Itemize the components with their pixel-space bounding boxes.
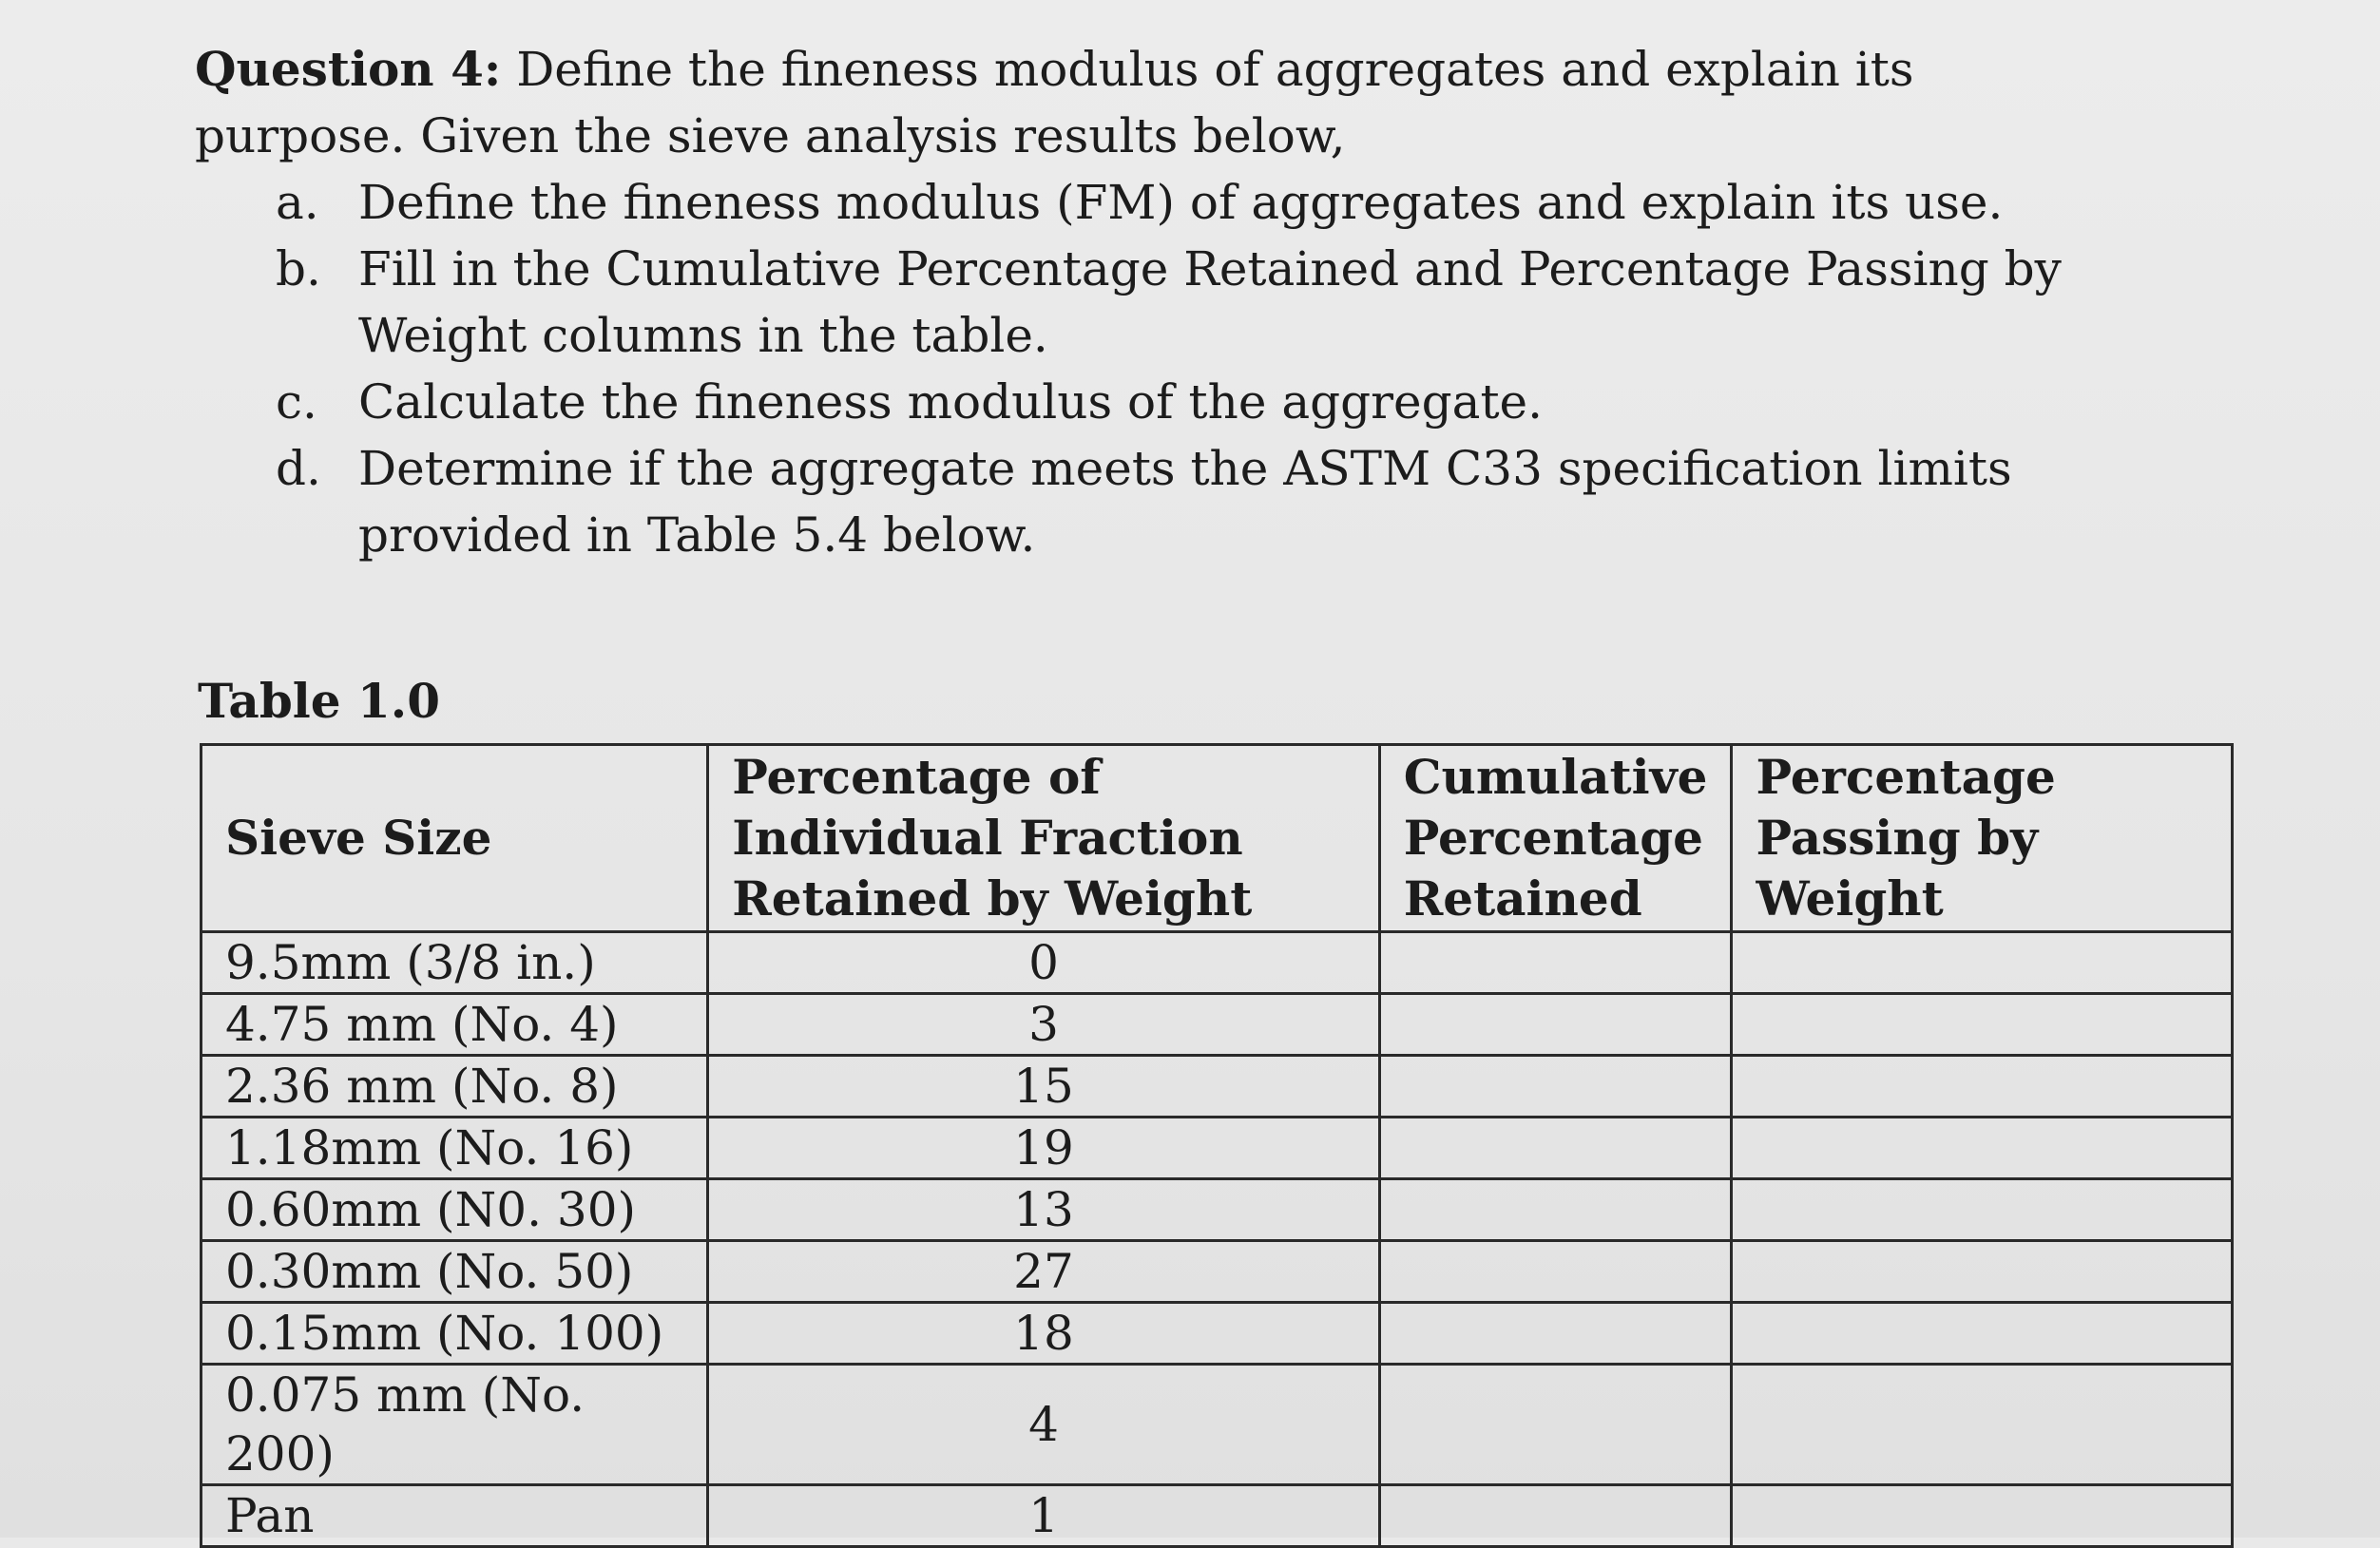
cumulative-cell bbox=[1379, 932, 1732, 994]
retained-cell: 18 bbox=[708, 1303, 1379, 1365]
table-row bbox=[202, 1118, 2233, 1179]
retained-cell: 0 bbox=[708, 932, 1379, 994]
passing-cell bbox=[1732, 1365, 2233, 1485]
passing-cell bbox=[1732, 994, 2233, 1056]
table-header-row bbox=[202, 745, 2233, 932]
question-part bbox=[195, 236, 2115, 369]
cumulative-cell bbox=[1379, 1179, 1732, 1241]
sieve-size-cell: 9.5mm (3/8 in.) bbox=[202, 932, 708, 994]
header-percent-passing: Percentage Passing by Weight bbox=[1732, 745, 2233, 932]
cumulative-cell bbox=[1379, 994, 1732, 1056]
passing-cell bbox=[1732, 932, 2233, 994]
passing-cell bbox=[1732, 1179, 2233, 1241]
passing-cell bbox=[1732, 1056, 2233, 1118]
table-row bbox=[202, 1241, 2233, 1303]
header-cumulative-retained: Cumulative Percentage Retained bbox=[1379, 745, 1732, 932]
retained-cell: 4 bbox=[708, 1365, 1379, 1485]
question-block bbox=[195, 36, 2115, 568]
passing-cell bbox=[1732, 1303, 2233, 1365]
table-row bbox=[202, 1303, 2233, 1365]
table-row bbox=[202, 994, 2233, 1056]
question-intro bbox=[195, 36, 2115, 169]
question-part bbox=[195, 435, 2115, 568]
part-text: Determine if the aggregate meets the ASTM C33 specification limits provided in Table 5.4 below. bbox=[358, 441, 2012, 563]
question-part bbox=[195, 169, 2115, 236]
cumulative-cell bbox=[1379, 1365, 1732, 1485]
retained-cell: 13 bbox=[708, 1179, 1379, 1241]
part-text: Fill in the Cumulative Percentage Retained and Percentage Passing by Weight columns in the table. bbox=[358, 241, 2062, 363]
sieve-size-cell: 0.30mm (No. 50) bbox=[202, 1241, 708, 1303]
cumulative-cell bbox=[1379, 1241, 1732, 1303]
sieve-size-cell: 0.60mm (N0. 30) bbox=[202, 1179, 708, 1241]
table-row bbox=[202, 1179, 2233, 1241]
cumulative-cell bbox=[1379, 1056, 1732, 1118]
retained-cell: 15 bbox=[708, 1056, 1379, 1118]
part-letter: b. bbox=[276, 241, 321, 296]
header-individual-retained: Percentage of Individual Fraction Retained by Weight bbox=[708, 745, 1379, 932]
question-intro-text: Define the fineness modulus of aggregates and explain its purpose. Given the sieve analysis results below, bbox=[195, 42, 1914, 163]
sieve-size-cell: 2.36 mm (No. 8) bbox=[202, 1056, 708, 1118]
question-label: Question 4: bbox=[195, 41, 502, 97]
table-row bbox=[202, 1365, 2233, 1485]
sieve-size-cell: Pan bbox=[202, 1485, 708, 1547]
part-text: Calculate the fineness modulus of the aggregate. bbox=[358, 374, 1544, 430]
sieve-size-cell: 0.075 mm (No. 200) bbox=[202, 1365, 708, 1485]
passing-cell bbox=[1732, 1118, 2233, 1179]
part-letter: d. bbox=[276, 441, 321, 496]
part-letter: a. bbox=[276, 175, 319, 230]
question-parts-list bbox=[195, 169, 2115, 568]
passing-cell bbox=[1732, 1241, 2233, 1303]
table-row bbox=[202, 932, 2233, 994]
retained-cell: 27 bbox=[708, 1241, 1379, 1303]
retained-cell: 19 bbox=[708, 1118, 1379, 1179]
sieve-size-cell: 4.75 mm (No. 4) bbox=[202, 994, 708, 1056]
part-letter: c. bbox=[276, 374, 317, 430]
part-text: Define the fineness modulus (FM) of aggregates and explain its use. bbox=[358, 175, 2004, 230]
table-row bbox=[202, 1056, 2233, 1118]
header-sieve-size: Sieve Size bbox=[202, 745, 708, 932]
sieve-analysis-table bbox=[200, 743, 2234, 1548]
cumulative-cell bbox=[1379, 1118, 1732, 1179]
cumulative-cell bbox=[1379, 1303, 1732, 1365]
question-part bbox=[195, 369, 2115, 435]
table-caption: Table 1.0 bbox=[198, 673, 440, 729]
sieve-size-cell: 1.18mm (No. 16) bbox=[202, 1118, 708, 1179]
sieve-size-cell: 0.15mm (No. 100) bbox=[202, 1303, 708, 1365]
retained-cell: 1 bbox=[708, 1485, 1379, 1547]
retained-cell: 3 bbox=[708, 994, 1379, 1056]
